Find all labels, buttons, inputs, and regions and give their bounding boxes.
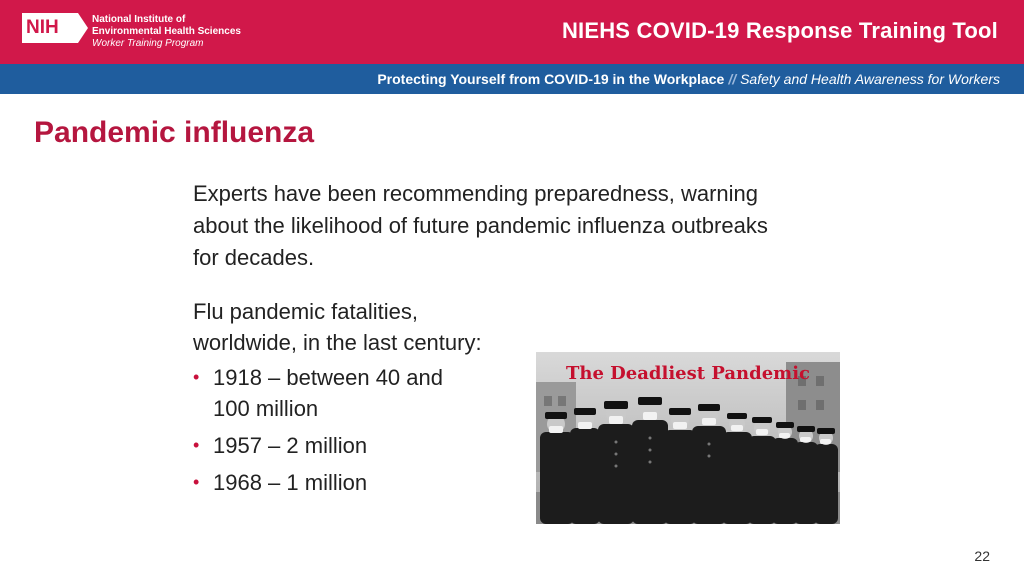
intro-paragraph: Experts have been recommending preparedness, warning about the likelihood of future pandemic influenza outbreaks for decades. <box>193 181 768 270</box>
nih-logo-text: NIH <box>26 17 59 38</box>
fatalities-block <box>193 296 483 504</box>
slide-title: Pandemic influenza <box>34 116 315 149</box>
historical-photo <box>536 352 840 524</box>
tagline <box>377 71 1000 87</box>
nih-logo <box>22 13 78 43</box>
nih-logo-arrow <box>78 13 88 43</box>
org-line-2: Environmental Health Sciences <box>92 26 241 37</box>
bullet-icon: • <box>193 435 200 455</box>
list-item-text: 1918 – between 40 and 100 million <box>213 365 443 421</box>
fatalities-list <box>193 362 483 498</box>
list-item-text: 1968 – 1 million <box>213 470 368 495</box>
bullet-icon: • <box>193 367 200 387</box>
list-item <box>193 362 483 424</box>
list-item-text: 1957 – 2 million <box>213 433 368 458</box>
list-item <box>193 430 483 461</box>
tagline-sub: Safety and Health Awareness for Workers <box>740 71 1000 87</box>
header-band <box>0 0 1024 64</box>
page-number: 22 <box>974 548 990 564</box>
org-line-1: National Institute of <box>92 14 186 25</box>
org-name <box>92 14 241 50</box>
photo-caption: The Deadliest Pandemic <box>565 363 811 384</box>
tagline-band <box>0 64 1024 94</box>
bullet-icon: • <box>193 472 200 492</box>
tagline-main: Protecting Yourself from COVID-19 in the Workplace <box>377 71 725 87</box>
fatalities-heading: Flu pandemic fatalities, worldwide, in the last century: <box>193 299 482 355</box>
org-line-3: Worker Training Program <box>92 38 204 49</box>
list-item <box>193 467 483 498</box>
tool-title: NIEHS COVID-19 Response Training Tool <box>561 18 998 43</box>
tagline-separator: // <box>728 71 737 87</box>
